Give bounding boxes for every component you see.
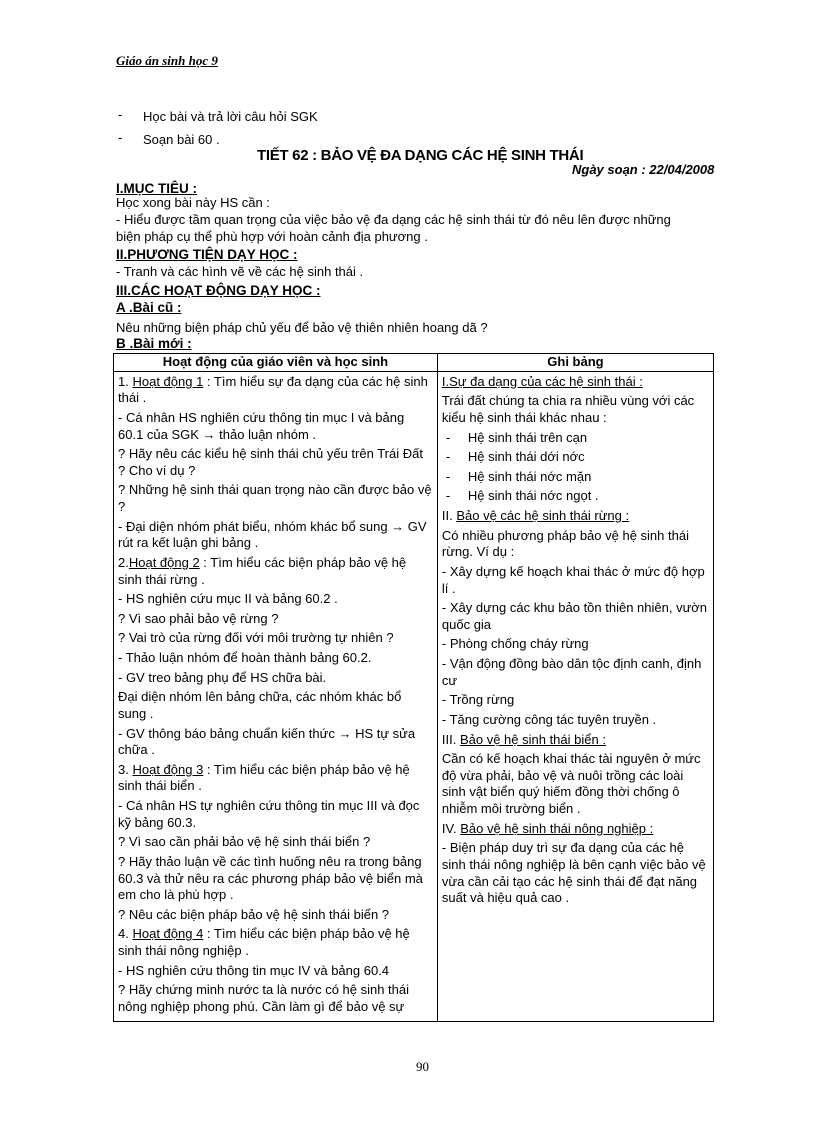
board-section-1-heading: I.Sự đa dạng của các hệ sinh thái : — [441, 373, 643, 389]
board-section-3-heading: Bảo vệ hệ sinh thái biển : — [459, 731, 606, 747]
activity-line: - HS nghiên cứu thông tin mục IV và bảng 60.4 — [118, 962, 390, 978]
board-text: - Biện pháp duy trì sự đa dạng của các hệ sinh thái nông nghiệp là bên cạnh việc bảo vệ vừa cần cải tạo các hệ sinh thái để đạt năng suất và hiệu quả cao . — [441, 840, 706, 906]
board-text: Có nhiều phương pháp bảo vệ hệ sinh thái rừng. Ví dụ : — [441, 527, 689, 560]
activity-line: ? Nêu các biện pháp bảo vệ hệ sinh thái biển ? — [118, 906, 390, 922]
list-item: - Hệ sinh thái trên cạn — [445, 429, 588, 445]
objectives-line: biện pháp cụ thể phù hợp với hoàn cảnh địa phương . — [116, 229, 428, 244]
activity-3-label: Hoạt động 3 — [132, 761, 204, 777]
activity-4-label: Hoạt động 4 — [132, 926, 204, 942]
board-text: - Vận động đồng bào dân tộc định canh, định cư — [441, 656, 702, 688]
activity-line: - Cá nhân HS nghiên cứu thông tin mục I và bảng 60.1 của SGK → thảo luận nhóm . — [118, 409, 405, 442]
prep-date: Ngày soạn : 22/04/2008 — [572, 162, 715, 177]
activity-line: ? Hãy chứng minh nước ta là nước có hệ sinh thái nông nghiệp phong phú. Cần làm gì để bảo vệ sự — [118, 982, 410, 1014]
list-dash: - — [118, 130, 123, 145]
section-activities-heading: III.CÁC HOẠT ĐỘNG DẠY HỌC : — [116, 283, 321, 298]
col-header-activities: Hoạt động của giáo viên và học sinh — [114, 354, 438, 372]
old-lesson-question: Nêu những biện pháp chủ yếu để bảo vệ thiên nhiên hoang dã ? — [116, 320, 488, 335]
activity-line: Đại diện nhóm lên bảng chữa, các nhóm khác bổ sung . — [118, 689, 402, 721]
intro-item-1: Học bài và trả lời câu hỏi SGK — [143, 109, 318, 124]
page-number: 90 — [416, 1059, 429, 1074]
activity-1-label: Hoạt động 1 — [132, 373, 204, 389]
running-header: Giáo án sinh học 9 — [116, 53, 218, 68]
list-item: - Hệ sinh thái nớc mặn — [445, 468, 592, 484]
activity-line: - GV treo bảng phụ để HS chữa bài. — [118, 669, 327, 685]
teacher-student-activities-cell: 1. Hoạt động 1 : Tìm hiểu sự đa dạng của các hệ sinh thái . - Cá nhân HS nghiên cứu thông tin mục I và bảng 60.1 của SGK → thảo luận nhóm . ? Hãy nêu các kiểu hệ sinh thái chủ yếu trên Trái Đất ? Cho ví dụ ? ? Những hệ sinh thái quan trọng nào cần được bảo vệ ? - Đại diện nhóm phát biểu, nhóm khác bổ sung → GV rút ra kết luận ghi bảng . 2.Hoạt động 2 : Tìm hiểu các biện pháp bảo vệ hệ sinh thái rừng . - HS nghiên cứu mục II và bảng 60.2 . ? Vì sao phải bảo vệ rừng ? ? Vai trò của rừng đối với môi trường tự nhiên ? - Thảo luận nhóm để hoàn thành bảng 60.2. - GV treo bảng phụ để HS chữa bài. Đại diện nhóm lên bảng chữa, các nhóm khác bổ sung . - GV thông báo bảng chuẩn kiến thức → HS tự sửa chữa . 3. Hoạt động 3 : Tìm hiểu các biện pháp bảo vệ hệ sinh thái biển . - Cá nhân HS tự nghiên cứu thông tin mục III và đọc kỹ bảng 60.3. ? Vì sao cần phải bảo vệ hệ sinh thái biển ? ? Hãy thảo luận về các tình huống nêu ra trong bảng 60.3 và thử nêu ra các phương pháp bảo vệ biển mà em cho là phù hợp . ? Nêu các biện pháp bảo vệ hệ sinh thái biển ? 4. Hoạt động 4 : Tìm hiểu các biện pháp bảo vệ hệ sinh thái nông nghiệp . - HS nghiên cứu thông tin mục IV và bảng 60.4 ? Hãy chứng minh nước ta là nước có hệ sinh thái nông nghiệp phong phú. Cần làm gì để bảo vệ sự — [114, 371, 438, 1021]
activity-line: - Đại diện nhóm phát biểu, nhóm khác bổ sung → GV rút ra kết luận ghi bảng . — [118, 518, 427, 551]
board-text: Trái đất chúng ta chia ra nhiều vùng với các kiểu hệ sinh thái khác nhau : — [441, 393, 695, 425]
board-notes-cell: I.Sự đa dạng của các hệ sinh thái : Trái đất chúng ta chia ra nhiều vùng với các kiểu hệ sinh thái khác nhau : - Hệ sinh thái trên cạn - Hệ sinh thái dới nớc - Hệ sinh thái nớc mặn - Hệ sinh thái nớc ngọt . II. Bảo vệ các hệ sinh thái rừng : Có nhiều phương pháp bảo vệ hệ sinh thái rừng. Ví dụ : - Xây dựng kế hoạch khai thác ở mức độ hợp lí . - Xây dựng các khu bảo tồn thiên nhiên, vườn quốc gia - Phòng chống cháy rừng - Vận động đồng bào dân tộc định canh, định cư - Trồng rừng - Tăng cường công tác tuyên truyền . III. Bảo vệ hệ sinh thái biển : Cần có kế hoạch khai thác tài nguyên ở mức độ vừa phải, bảo vệ và nuôi trồng các loài sinh vật biển quý hiếm đồng thời chống ô nhiễm môi trường biển . IV. Bảo vệ hệ sinh thái nông nghiệp : - Biện pháp duy trì sự đa dạng của các hệ sinh thái nông nghiệp là bên cạnh việc bảo vệ vừa cần cải tạo các hệ sinh thái để đạt năng suất và hiệu quả cao . — [437, 371, 713, 1021]
activity-2-label: Hoạt động 2 — [128, 554, 200, 570]
board-section-4-heading: Bảo vệ hệ sinh thái nông nghiệp : — [460, 820, 654, 836]
lesson-title: TIẾT 62 : BẢO VỆ ĐA DẠNG CÁC HỆ SINH THÁI — [257, 147, 584, 164]
board-text: Cần có kế hoạch khai thác tài nguyên ở mức độ vừa phải, bảo vệ và nuôi trồng các loài sinh vật biển quý hiếm đồng thời chống ô nhiễm môi trường biển . — [441, 751, 701, 816]
activity-line: ? Hãy nêu các kiểu hệ sinh thái chủ yếu trên Trái Đất ? Cho ví dụ ? — [118, 446, 423, 478]
section-materials-heading: II.PHƯƠNG TIỆN DẠY HỌC : — [116, 247, 298, 262]
activity-line: - Cá nhân HS tự nghiên cứu thông tin mục III và đọc kỹ bảng 60.3. — [118, 798, 420, 830]
objectives-line: - Hiểu được tầm quan trọng của việc bảo vệ đa dạng các hệ sinh thái từ đó nêu lên được những — [116, 212, 671, 227]
lesson-table — [113, 353, 714, 1022]
list-dash: - — [118, 107, 123, 122]
section-objectives-heading: I.MỤC TIÊU : — [116, 181, 197, 196]
activity-line: ? Vai trò của rừng đối với môi trường tự nhiên ? — [118, 630, 394, 646]
board-text: - Tăng cường công tác tuyên truyền . — [441, 711, 657, 727]
board-text: - Trồng rừng — [441, 692, 515, 708]
board-text: - Xây dựng kế hoạch khai thác ở mức độ hợp lí . — [441, 563, 705, 596]
activity-line: ? Vì sao phải bảo vệ rừng ? — [118, 610, 279, 626]
new-lesson-heading: B .Bài mới : — [116, 336, 192, 351]
activity-line: - HS nghiên cứu mục II và bảng 60.2 . — [118, 591, 338, 607]
activity-line: - Thảo luận nhóm để hoàn thành bảng 60.2. — [118, 650, 372, 665]
activity-line: - GV thông báo bảng chuẩn kiến thức → HS tự sửa chữa . — [118, 725, 416, 758]
activity-line: ? Vì sao cần phải bảo vệ hệ sinh thái biển ? — [118, 834, 371, 850]
intro-item-2: Soạn bài 60 . — [143, 132, 220, 147]
table-header-row — [114, 354, 714, 372]
col-header-board: Ghi bảng — [437, 354, 713, 372]
list-item: - Hệ sinh thái dới nớc — [445, 449, 585, 465]
board-text: - Xây dựng các khu bảo tồn thiên nhiên, vườn quốc gia — [441, 600, 708, 632]
activity-line: ? Những hệ sinh thái quan trọng nào cần được bảo vệ ? — [118, 482, 432, 514]
list-item: - Hệ sinh thái nớc ngọt . — [445, 488, 599, 504]
activity-line: ? Hãy thảo luận về các tình huống nêu ra trong bảng 60.3 và thử nêu ra các phương pháp bảo vệ biển mà em cho là phù hợp . — [118, 853, 423, 903]
materials-line: - Tranh và các hình vẽ về các hệ sinh thái . — [116, 264, 364, 279]
table-body-row — [114, 371, 714, 1021]
old-lesson-heading: A .Bài cũ : — [116, 300, 182, 315]
objectives-line: Học xong bài này HS cần : — [116, 195, 270, 210]
board-text: - Phòng chống cháy rừng — [441, 636, 589, 652]
board-section-2-heading: Bảo vệ các hệ sinh thái rừng : — [456, 508, 630, 523]
